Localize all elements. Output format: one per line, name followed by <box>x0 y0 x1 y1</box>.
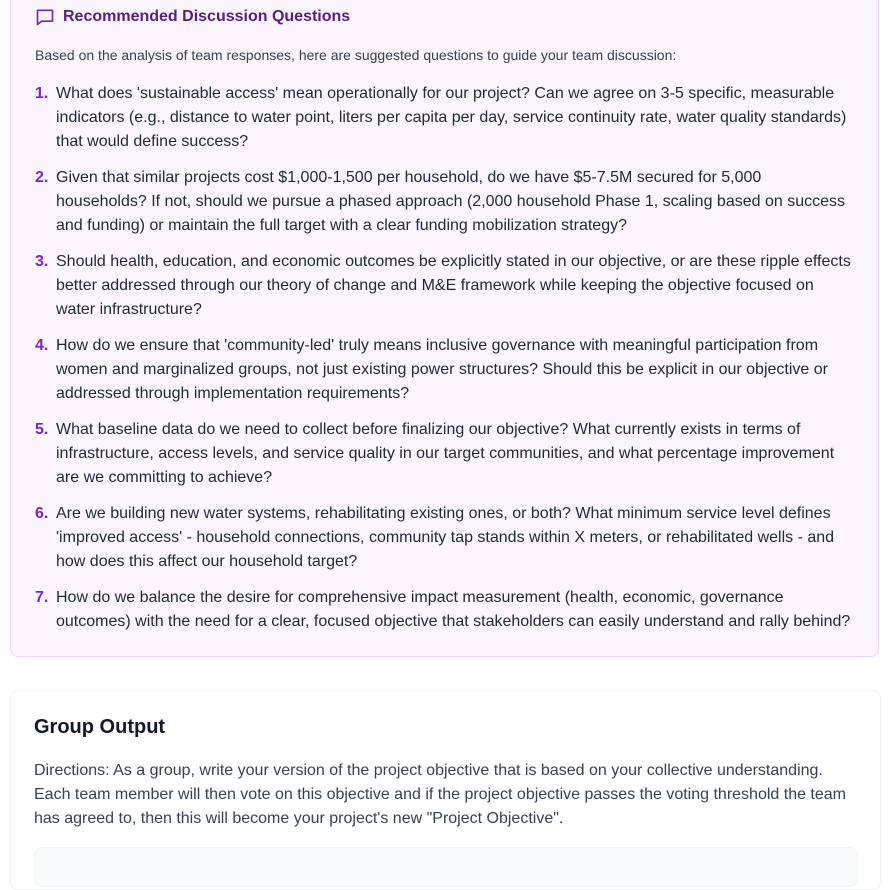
question-number: 1. <box>35 85 49 102</box>
question-text: Are we building new water systems, rehabilitating existing ones, or both? What minimum service level defines 'improved access' - household connections, community tap stands within X meters, or rehabilitated wells - and how does this affect our household target? <box>56 505 835 570</box>
question-text: What does 'sustainable access' mean operationally for our project? Can we agree on 3-5 specific, measurable indicators (e.g., distance to water point, liters per capita per day, service continuity rate, water quality standards) that would define success? <box>56 85 847 150</box>
question-number: 2. <box>35 169 49 186</box>
intro-text: Based on the analysis of team responses, here are suggested questions to guide your team discussion: <box>35 47 677 63</box>
question-text: How do we balance the desire for comprehensive impact measurement (health, economic, governance outcomes) with the need for a clear, focused objective that stakeholders can easily understand and rally behind? <box>56 589 851 630</box>
list-item <box>35 250 855 322</box>
question-text: Should health, education, and economic outcomes be explicitly stated in our objective, or are these ripple effects better addressed through our theory of change and M&E framework while keeping the objective focused on water infrastructure? <box>56 253 851 318</box>
list-item <box>35 418 855 490</box>
group-output-title: Group Output <box>34 716 166 738</box>
recommended-questions-header <box>35 7 350 27</box>
question-number: 7. <box>35 589 49 606</box>
question-text: What baseline data do we need to collect before finalizing our objective? What currently exists in terms of infrastructure, access levels, and service quality in our target communities, and what percentage improvement are we committing to achieve? <box>56 421 835 486</box>
question-number: 3. <box>35 253 49 270</box>
list-item <box>35 166 855 238</box>
group-output-directions: Directions: As a group, write your version of the project objective that is based on your collective understanding. Each team member will then vote on this objective and if the project objective passes the voting threshold the team has agreed to, then this will become your project's new "Project Objective". <box>34 762 846 827</box>
list-item <box>35 334 855 406</box>
list-item <box>35 82 855 154</box>
question-text: How do we ensure that 'community-led' truly means inclusive governance with meaningful participation from women and marginalized groups, not just existing power structures? Should this be explicit in our objective or addressed through implementation requirements? <box>56 337 828 402</box>
list-item <box>35 502 855 574</box>
list-item <box>35 586 855 634</box>
message-square-icon <box>35 7 55 27</box>
question-number: 4. <box>35 337 49 354</box>
question-number: 5. <box>35 421 49 438</box>
section-title: Recommended Discussion Questions <box>63 8 351 25</box>
objective-input[interactable] <box>34 847 858 887</box>
question-text: Given that similar projects cost $1,000-1,500 per household, do we have $5-7.5M secured for 5,000 households? If not, should we pursue a phased approach (2,000 household Phase 1, scaling based on success and funding) or maintain the full target with a clear funding mobilization strategy? <box>56 169 845 234</box>
question-number: 6. <box>35 505 49 522</box>
question-list <box>35 82 855 646</box>
